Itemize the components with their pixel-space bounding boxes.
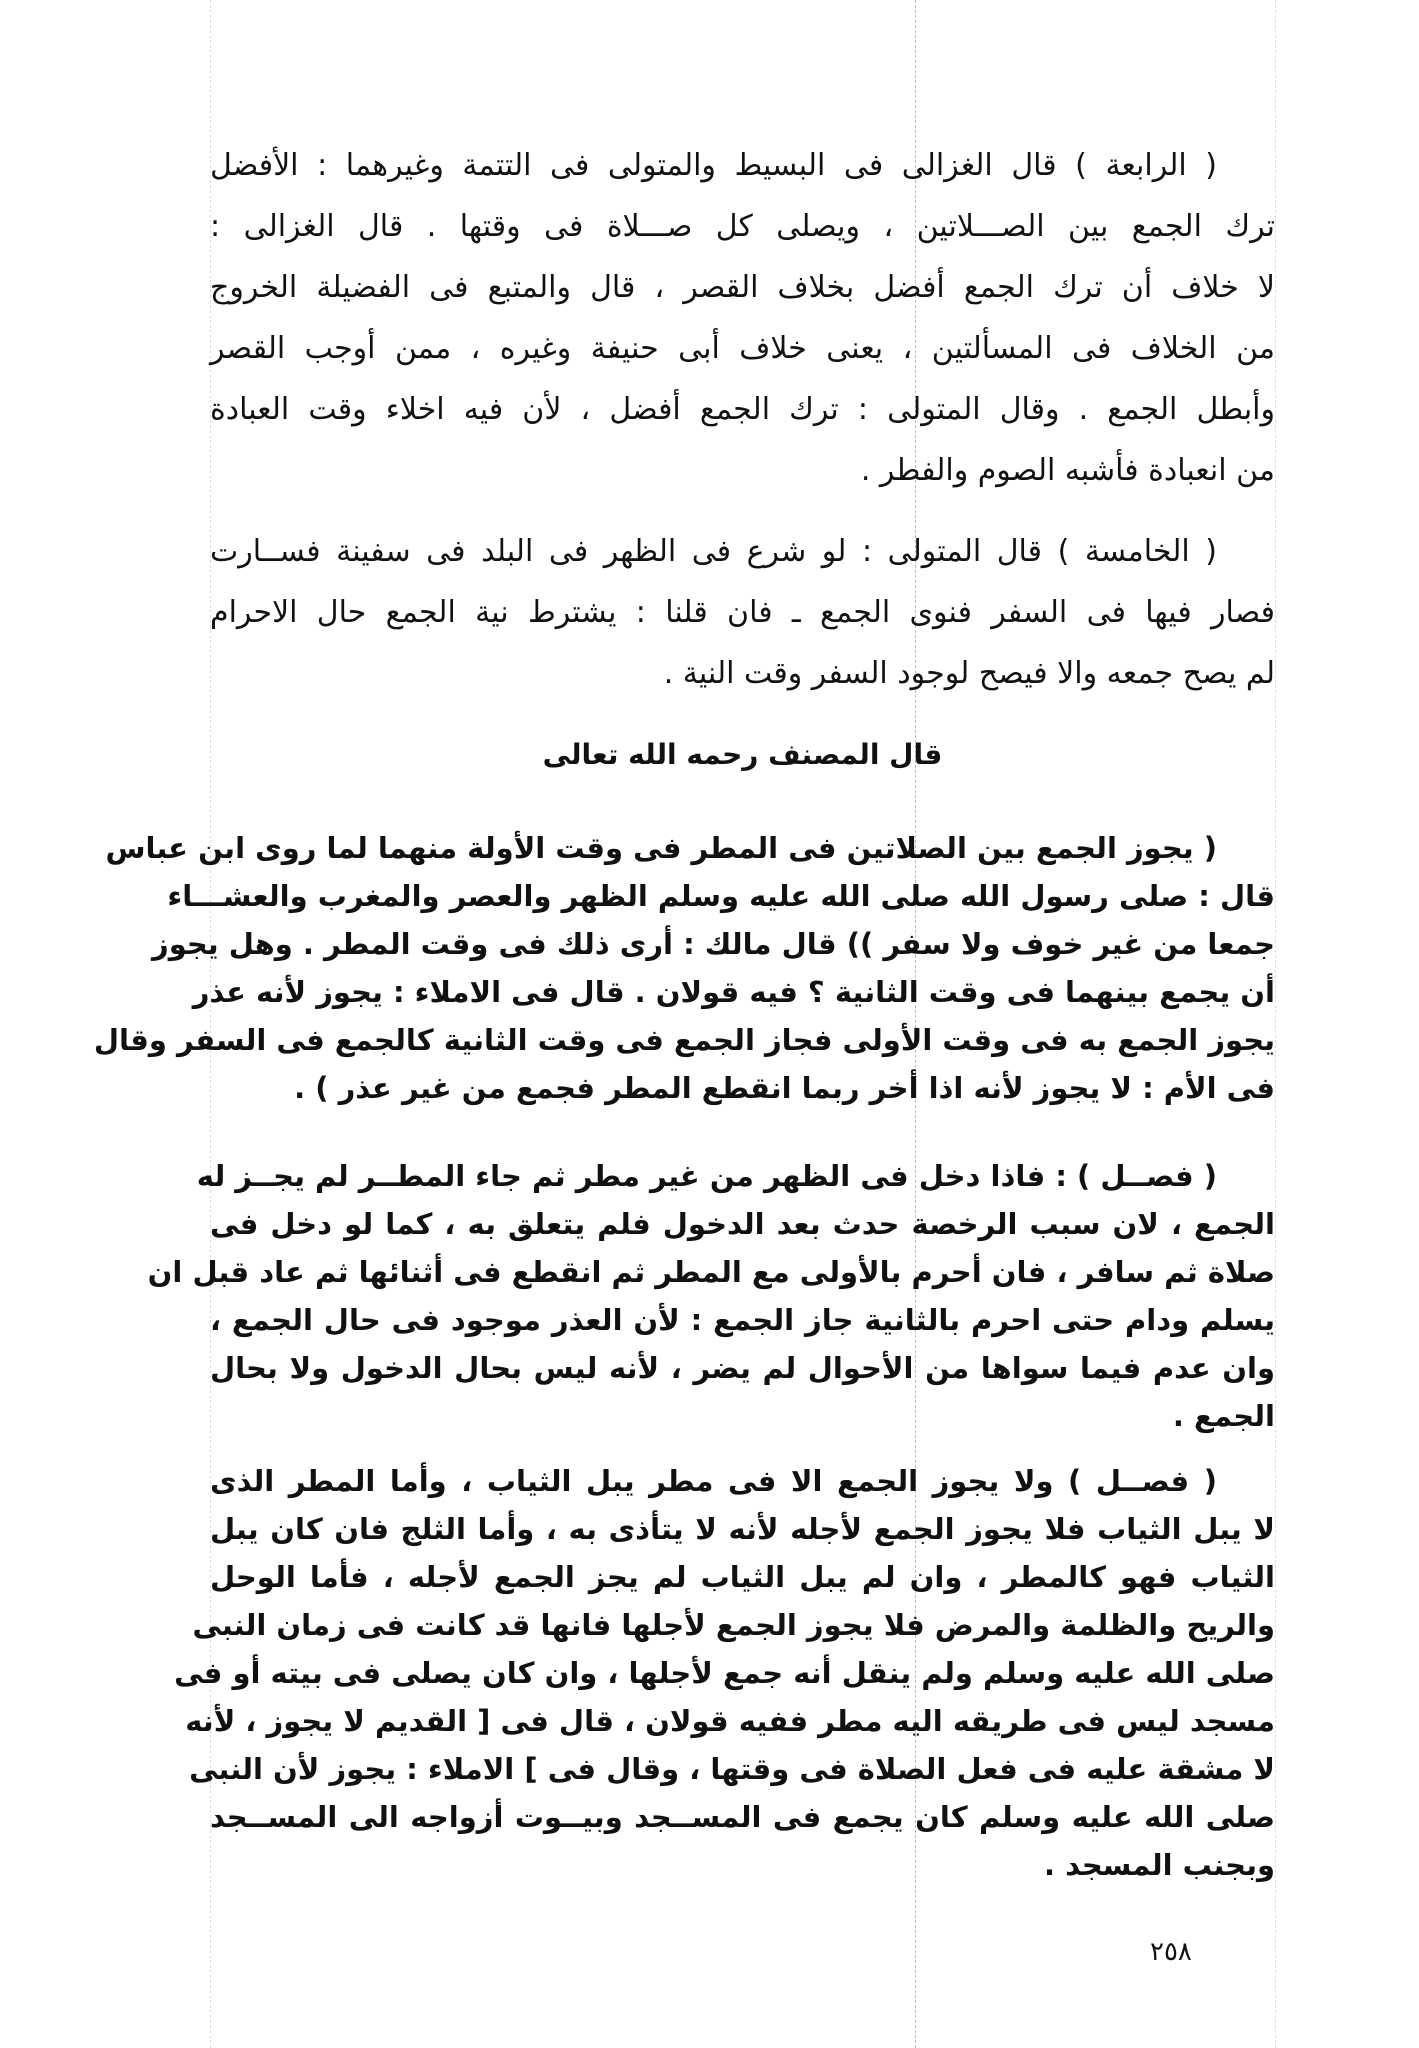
text-line: أن يجمع بينهما فى وقت الثانية ؟ فيه قولان . قال فى الاملاء : يجوز لأنه عذر (192, 975, 1275, 1009)
paragraph-matn (93, 824, 1275, 1112)
text-line: يجوز الجمع به فى وقت الأولى فجاز الجمع فى وقت الثانية كالجمع فى السفر وقال (93, 1023, 1275, 1057)
text-line: فصار فيها فى السفر فنوى الجمع ـ فان قلنا : يشترط نية الجمع حال الاحرام (210, 595, 1275, 630)
text-line: وان عدم فيما سواها من الأحوال لم يضر ، لأنه ليس بحال الدخول ولا بحال (210, 1351, 1275, 1385)
text-line: ( الرابعة ) قال الغزالى فى البسيط والمتولى فى التتمة وغيرهما : الأفضل (210, 148, 1217, 183)
paragraph-fasl-1 (147, 1152, 1275, 1440)
text-line: الجمع . (1172, 1399, 1275, 1433)
paragraph-rabia (210, 135, 1275, 501)
text-line: لا يبل الثياب فلا يجوز الجمع لأجله لأنه لا يتأذى به ، وأما الثلج فان كان يبل (210, 1512, 1275, 1546)
text-line: صلى الله عليه وسلم ولم ينقل أنه جمع لأجلها ، وان كان يصلى فى بيته أو فى (174, 1656, 1275, 1690)
text-line: يسلم ودام حتى احرم بالثانية جاز الجمع : لأن العذر موجود فى حال الجمع ، (210, 1303, 1275, 1337)
section-heading: قال المصنف رحمه الله تعالى (542, 738, 943, 771)
text-line: لم يصح جمعه والا فيصح لوجود السفر وقت النية . (663, 656, 1275, 691)
text-line: الثياب فهو كالمطر ، وان لم يبل الثياب لم يجز الجمع لأجله ، فأما الوحل (210, 1560, 1275, 1594)
text-line: مسجد ليس فى طريقه اليه مطر ففيه قولان ، قال فى [ القديم لا يجوز ، لأنه (185, 1704, 1275, 1738)
scan-artifact-line (1275, 0, 1276, 2048)
text-line: ترك الجمع بين الصـــلاتين ، ويصلى كل صـــلاة فى وقتها . قال الغزالى : (210, 209, 1275, 244)
paragraph-fasl-2 (174, 1457, 1275, 1889)
paragraph-khamisa (210, 521, 1275, 704)
text-line: صلى الله عليه وسلم كان يجمع فى المســجد وبيــوت أزواجه الى المســجد (210, 1800, 1275, 1834)
text-line: ( يجوز الجمع بين الصلاتين فى المطر فى وقت الأولة منهما لما روى ابن عباس (105, 831, 1217, 865)
text-line: صلاة ثم سافر ، فان أحرم بالأولى مع المطر ثم انقطع فى أثنائها ثم عاد قبل ان (147, 1255, 1275, 1289)
text-line: من انعبادة فأشبه الصوم والفطر . (860, 453, 1275, 488)
text-line: والريح والظلمة والمرض فلا يجوز الجمع لأجلها فانها قد كانت فى زمان النبى (192, 1608, 1275, 1642)
text-line: ( فصــل ) : فاذا دخل فى الظهر من غير مطر ثم جاء المطــر لم يجــز له (196, 1159, 1217, 1193)
text-line: الجمع ، لان سبب الرخصة حدث بعد الدخول فلم يتعلق به ، كما لو دخل فى (210, 1207, 1275, 1241)
text-line: جمعا من غير خوف ولا سفر )) قال مالك : أرى ذلك فى وقت المطر . وهل يجوز (152, 927, 1275, 961)
text-line: لا خلاف أن ترك الجمع أفضل بخلاف القصر ، قال والمتبع فى الفضيلة الخروج (210, 270, 1275, 305)
text-line: من الخلاف فى المسألتين ، يعنى خلاف أبى حنيفة وغيره ، ممن أوجب القصر (210, 331, 1275, 366)
text-line: وبجنب المسجد . (1044, 1848, 1275, 1882)
text-line: وأبطل الجمع . وقال المتولى : ترك الجمع أفضل ، لأن فيه اخلاء وقت العبادة (210, 392, 1275, 427)
text-line: ( الخامسة ) قال المتولى : لو شرع فى الظهر فى البلد فى سفينة فســارت (210, 534, 1217, 569)
text-line: قال : صلى رسول الله صلى الله عليه وسلم الظهر والعصر والمغرب والعشـــاء (167, 879, 1275, 913)
text-line: فى الأم : لا يجوز لأنه اذا أخر ربما انقطع المطر فجمع من غير عذر ) . (294, 1071, 1275, 1105)
text-line: ( فصــل ) ولا يجوز الجمع الا فى مطر يبل الثياب ، وأما المطر الذى (210, 1464, 1217, 1498)
page-number: ٢٥٨ (1150, 1937, 1192, 1967)
text-line: لا مشقة عليه فى فعل الصلاة فى وقتها ، وقال فى ] الاملاء : يجوز لأن النبى (189, 1752, 1275, 1786)
